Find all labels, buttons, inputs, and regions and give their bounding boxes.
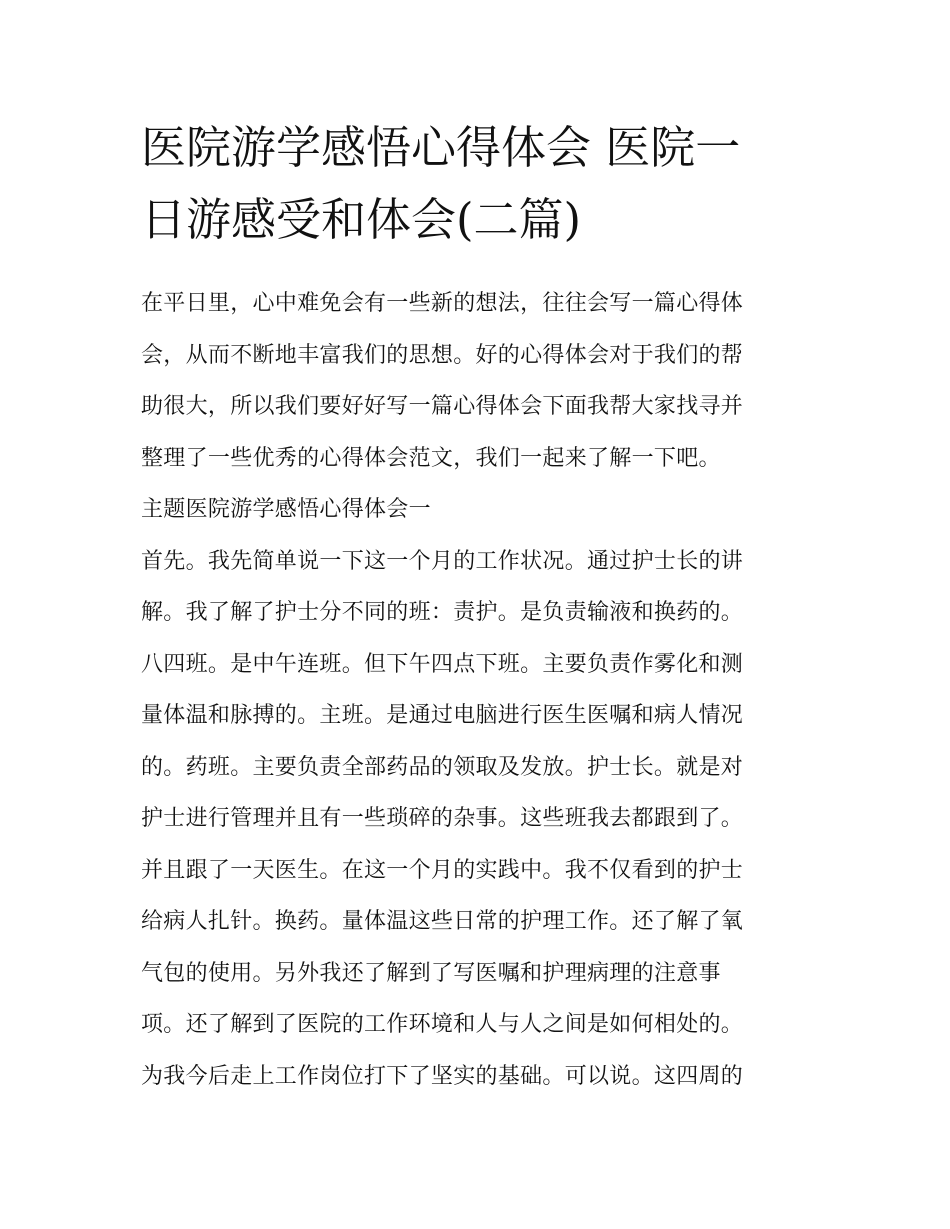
title-line: 日游感受和体会(二篇) xyxy=(141,193,582,246)
body-line: 在平日里，心中难免会有一些新的想法，往往会写一篇心得体 xyxy=(141,291,744,316)
body-line: 给病人扎针。换药。量体温这些日常的护理工作。还了解了氧 xyxy=(141,909,744,934)
body-line: 首先。我先简单说一下这一个月的工作状况。通过护士长的讲 xyxy=(141,548,744,574)
body-line: 项。还了解到了医院的工作环境和人与人之间是如何相处的。 xyxy=(141,1012,744,1037)
body-line: 助很大，所以我们要好好写一篇心得体会下面我帮大家找寻并 xyxy=(141,394,744,419)
title-line: 医院游学感悟心得体会 医院一 xyxy=(141,121,741,174)
body-line: 的。药班。主要负责全部药品的领取及发放。护士长。就是对 xyxy=(141,754,744,780)
body-line: 会，从而不断地丰富我们的思想。好的心得体会对于我们的帮 xyxy=(141,342,744,368)
body-line: 为我今后走上工作岗位打下了坚实的基础。可以说。这四周的 xyxy=(141,1063,744,1089)
body-line: 并且跟了一天医生。在这一个月的实践中。我不仅看到的护士 xyxy=(141,857,744,883)
body-line: 八四班。是中午连班。但下午四点下班。主要负责作雾化和测 xyxy=(141,651,744,677)
body-line: 整理了一些优秀的心得体会范文，我们一起来了解一下吧。 xyxy=(141,445,721,471)
body-line: 气包的使用。另外我还了解到了写医嘱和护理病理的注意事 xyxy=(141,960,721,986)
section-heading: 主题医院游学感悟心得体会一 xyxy=(141,497,431,522)
body-line: 护士进行管理并且有一些琐碎的杂事。这些班我去都跟到了。 xyxy=(141,806,744,831)
document-title xyxy=(141,112,821,256)
body-line: 解。我了解了护士分不同的班：责护。是负责输液和换药的。 xyxy=(141,600,744,625)
body-line: 量体温和脉搏的。主班。是通过电脑进行医生医嘱和病人情况 xyxy=(141,703,744,728)
document-body xyxy=(141,278,821,1102)
